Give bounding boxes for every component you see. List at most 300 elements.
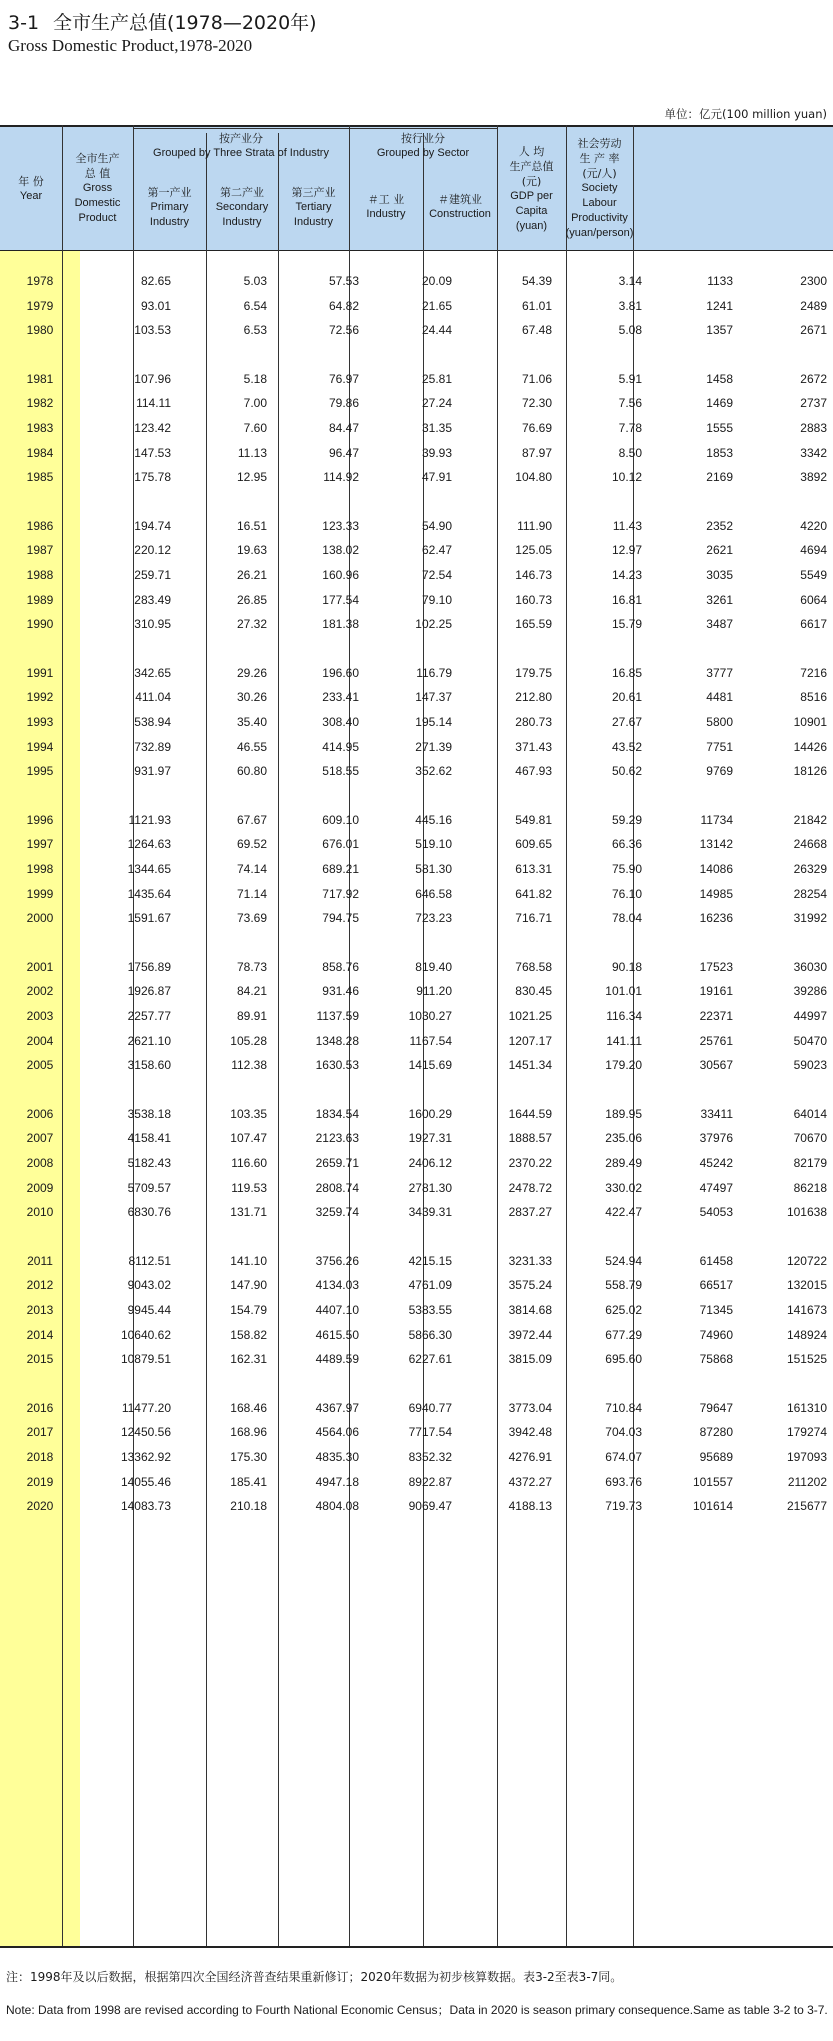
header-industry-line: Industry (366, 208, 406, 220)
value-cell: 4220 (800, 518, 827, 533)
value-cell: 168.46 (230, 1400, 267, 1415)
value-cell: 710.84 (605, 1400, 642, 1415)
value-cell: 141.11 (606, 1033, 642, 1048)
year-cell: 1994 (26, 739, 54, 754)
header-by-sector (349, 127, 497, 164)
value-cell: 102.25 (415, 617, 452, 632)
value-cell: 141.10 (230, 1253, 267, 1268)
value-cell: 37976 (699, 1131, 733, 1146)
value-cell: 3.81 (618, 298, 642, 313)
value-cell: 5.03 (243, 274, 267, 288)
header-construction-line: Construction (429, 208, 491, 220)
year-cell: 1981 (26, 371, 54, 386)
value-cell: 581.30 (415, 862, 452, 876)
value-cell: 185.41 (230, 1474, 267, 1489)
value-cell: 9769 (706, 764, 733, 779)
value-cell: 54.39 (521, 274, 552, 288)
year-cell: 2010 (26, 1205, 54, 1220)
value-cell: 158.82 (230, 1327, 267, 1342)
value-cell: 1927.31 (408, 1131, 452, 1146)
value-cell: 2370.22 (508, 1156, 552, 1170)
value-cell: 26.85 (236, 592, 267, 607)
header-primary-line: Primary (150, 200, 189, 213)
header-productivity-line: Society Labour (581, 182, 618, 209)
value-cell: 538.94 (134, 715, 171, 729)
value-cell: 3158.60 (127, 1058, 171, 1073)
value-cell: 3756.26 (315, 1253, 359, 1268)
value-cell: 646.58 (415, 886, 452, 901)
value-cell: 271.39 (415, 739, 452, 754)
value-cell: 342.65 (134, 665, 171, 680)
value-cell: 8112.51 (128, 1253, 171, 1268)
value-cell: 4615.50 (315, 1327, 359, 1342)
value-cell: 4835.30 (315, 1450, 359, 1464)
value-cell: 4134.03 (315, 1278, 359, 1293)
value-cell: 107.47 (230, 1131, 267, 1146)
year-cell: 2015 (26, 1352, 54, 1367)
value-cell: 716.71 (515, 911, 552, 926)
header-per-capita-line: (yuan) (515, 219, 548, 232)
value-cell: 12.95 (236, 470, 267, 485)
value-cell: 7216 (800, 665, 827, 680)
value-cell: 445.16 (415, 812, 452, 827)
value-cell: 61458 (699, 1253, 733, 1268)
value-cell: 14083.73 (120, 1499, 171, 1514)
value-cell: 154.79 (230, 1303, 267, 1317)
value-cell: 2300 (800, 274, 827, 288)
value-cell: 524.94 (605, 1253, 642, 1268)
value-cell: 79.10 (421, 592, 452, 607)
value-cell: 3.14 (618, 274, 642, 288)
value-cell: 16.51 (236, 518, 267, 533)
value-cell: 147.90 (230, 1278, 267, 1293)
value-cell: 162.31 (230, 1352, 267, 1367)
value-cell: 1591.67 (127, 911, 171, 926)
year-cell: 1988 (26, 568, 54, 582)
value-cell: 104.80 (515, 470, 552, 485)
value-cell: 1207.17 (508, 1033, 552, 1048)
value-cell: 2169 (706, 470, 733, 485)
value-cell: 212.80 (515, 690, 552, 705)
year-cell: 2004 (26, 1033, 54, 1048)
year-cell: 2006 (26, 1106, 54, 1121)
year-cell: 1978 (26, 274, 54, 288)
year-cell: 2005 (26, 1058, 54, 1073)
value-cell: 1121.93 (128, 812, 171, 827)
value-cell: 27.67 (611, 715, 642, 729)
value-cell: 112.38 (231, 1058, 267, 1073)
header-by-industry-line: 按产业分 (219, 131, 263, 145)
value-cell: 7751 (706, 739, 733, 754)
value-cell: 22371 (699, 1009, 733, 1023)
value-cell: 4804.08 (315, 1499, 359, 1514)
header-secondary-line: 第二产业 (220, 185, 264, 199)
value-cell: 5383.55 (408, 1303, 452, 1317)
value-cell: 101557 (692, 1474, 733, 1489)
value-cell: 719.73 (605, 1499, 642, 1514)
value-cell: 4761.09 (408, 1278, 452, 1293)
value-cell: 6940.77 (408, 1400, 452, 1415)
table-row (0, 756, 833, 787)
year-cell: 2019 (26, 1474, 54, 1489)
value-cell: 4276.91 (508, 1450, 552, 1464)
value-cell: 12450.56 (120, 1425, 171, 1440)
value-cell: 289.49 (605, 1156, 642, 1170)
value-cell: 24668 (793, 837, 827, 852)
value-cell: 5549 (800, 568, 827, 582)
header-bottom-rule (0, 250, 833, 251)
value-cell: 6617 (800, 617, 827, 632)
value-cell: 3972.44 (508, 1327, 552, 1342)
bottom-rule (0, 1946, 833, 1948)
value-cell: 62.47 (421, 543, 452, 558)
header-gdp (62, 127, 133, 250)
value-cell: 14.23 (611, 568, 642, 582)
value-cell: 177.54 (322, 592, 359, 607)
value-cell: 181.38 (322, 617, 359, 632)
header-productivity-line: (yuan/person) (565, 227, 634, 239)
value-cell: 3942.48 (508, 1425, 552, 1440)
value-cell: 2478.72 (508, 1180, 552, 1195)
year-cell: 1982 (26, 396, 54, 411)
value-cell: 64014 (793, 1106, 827, 1121)
value-cell: 195.14 (415, 715, 452, 729)
value-cell: 78.04 (611, 911, 642, 926)
value-cell: 27.32 (236, 617, 267, 632)
value-cell: 8516 (800, 690, 827, 705)
value-cell: 96.47 (328, 445, 359, 460)
value-cell: 189.95 (605, 1106, 642, 1121)
value-cell: 103.53 (134, 323, 171, 338)
year-cell: 2017 (26, 1425, 54, 1440)
value-cell: 90.18 (611, 959, 642, 974)
value-cell: 131.71 (230, 1205, 267, 1220)
year-cell: 1999 (26, 886, 54, 901)
value-cell: 4372.27 (508, 1474, 552, 1489)
table-row (0, 1050, 833, 1081)
value-cell: 196.60 (322, 665, 359, 680)
value-cell: 819.40 (415, 959, 452, 974)
value-cell: 1137.59 (316, 1009, 359, 1023)
value-cell: 211202 (787, 1474, 827, 1489)
value-cell: 1630.53 (315, 1058, 359, 1073)
value-cell: 84.21 (236, 984, 267, 999)
value-cell: 57.53 (328, 274, 359, 288)
value-cell: 911.20 (416, 984, 452, 999)
header-gdp-line: Product (78, 212, 117, 224)
value-cell: 14985 (699, 886, 733, 901)
value-cell: 31992 (793, 911, 827, 926)
header-construction (423, 164, 497, 250)
value-cell: 2659.71 (315, 1156, 359, 1170)
header-by-industry (133, 127, 349, 164)
value-cell: 9069.47 (408, 1499, 452, 1514)
header-tertiary (278, 164, 349, 250)
value-cell: 1555 (706, 421, 733, 435)
year-cell: 2013 (26, 1303, 54, 1317)
value-cell: 1357 (706, 323, 733, 338)
value-cell: 119.53 (231, 1180, 267, 1195)
value-cell: 28254 (793, 886, 827, 901)
value-cell: 2837.27 (508, 1205, 552, 1220)
value-cell: 71345 (699, 1303, 733, 1317)
year-cell: 1992 (26, 690, 54, 705)
value-cell: 6227.61 (408, 1352, 452, 1367)
value-cell: 695.60 (605, 1352, 642, 1367)
value-cell: 220.12 (134, 543, 171, 558)
table-row (0, 1197, 833, 1228)
header-industry-line: ＃工 业 (367, 193, 405, 206)
table-title (8, 8, 317, 35)
value-cell: 168.96 (230, 1425, 267, 1440)
year-cell: 2003 (26, 1009, 54, 1023)
value-cell: 179274 (786, 1425, 827, 1440)
value-cell: 7.78 (618, 421, 642, 435)
value-cell: 609.10 (322, 812, 359, 827)
value-cell: 235.06 (605, 1131, 642, 1146)
value-cell: 1241 (706, 298, 733, 313)
header-productivity (566, 127, 633, 250)
value-cell: 931.46 (322, 984, 359, 999)
value-cell: 10.12 (611, 470, 642, 485)
value-cell: 54.90 (421, 518, 452, 533)
value-cell: 858.76 (322, 959, 359, 974)
value-cell: 1021.25 (508, 1009, 552, 1023)
header-by-industry-line: Grouped by Three Strata of Industry (153, 146, 329, 159)
value-cell: 717.92 (322, 886, 359, 901)
value-cell: 2352 (706, 518, 733, 533)
value-cell: 16236 (699, 911, 733, 926)
value-cell: 71.14 (236, 886, 267, 901)
value-cell: 352.62 (415, 764, 452, 779)
value-cell: 125.05 (515, 543, 552, 558)
value-cell: 1600.29 (408, 1106, 452, 1121)
year-cell: 1987 (26, 543, 54, 558)
value-cell: 233.41 (322, 690, 359, 705)
value-cell: 4407.10 (315, 1303, 359, 1317)
table-row (0, 462, 833, 493)
value-cell: 165.59 (515, 617, 552, 632)
table-row (0, 1491, 833, 1522)
value-cell: 6.53 (243, 323, 267, 338)
value-cell: 3439.31 (408, 1205, 452, 1220)
value-cell: 210.18 (230, 1499, 267, 1514)
value-cell: 21842 (793, 812, 827, 827)
value-cell: 2621.10 (127, 1033, 171, 1048)
value-cell: 138.02 (322, 543, 359, 558)
value-cell: 101.01 (605, 984, 642, 999)
value-cell: 830.45 (515, 984, 552, 999)
note-english: Note: Data from 1998 are revised according to Fourth National Economic Census；Data in 2020 is season primary consequence.Same as table 3-2 to 3-7. (6, 2003, 828, 2017)
value-cell: 39.93 (421, 445, 452, 460)
header-secondary (206, 164, 278, 250)
value-cell: 161310 (786, 1400, 827, 1415)
header-tertiary-line: 第三产业 (291, 185, 336, 199)
header-productivity-line: Productivity (571, 212, 628, 224)
value-cell: 931.97 (134, 764, 171, 779)
value-cell: 4947.18 (315, 1474, 359, 1489)
value-cell: 132015 (786, 1278, 827, 1293)
value-cell: 116.60 (231, 1156, 267, 1170)
value-cell: 2123.63 (315, 1131, 359, 1146)
value-cell: 11734 (700, 812, 733, 827)
value-cell: 43.52 (611, 739, 642, 754)
value-cell: 30567 (699, 1058, 733, 1073)
value-cell: 1451.34 (508, 1058, 552, 1073)
header-per-capita-line: 人 均 (518, 144, 545, 158)
value-cell: 10879.51 (120, 1352, 171, 1367)
value-cell: 101638 (786, 1205, 827, 1220)
value-cell: 5.91 (618, 371, 642, 386)
value-cell: 371.43 (515, 739, 552, 754)
value-cell: 676.01 (322, 837, 359, 852)
year-cell: 1995 (26, 764, 54, 779)
header-year-line: Year (19, 189, 43, 202)
value-cell: 3538.18 (127, 1106, 171, 1121)
value-cell: 6064 (800, 592, 827, 607)
value-cell: 123.33 (322, 518, 359, 533)
header-secondary-line: Secondary (215, 200, 269, 213)
header-gdp-line: Domestic (74, 197, 121, 209)
table-number: 3-1 (8, 12, 40, 34)
year-cell: 2002 (26, 984, 54, 999)
value-cell: 3575.24 (508, 1278, 552, 1293)
value-cell: 1348.28 (315, 1033, 359, 1048)
year-cell: 1980 (26, 323, 54, 338)
year-cell: 2011 (27, 1253, 53, 1268)
value-cell: 3814.68 (508, 1303, 552, 1317)
value-cell: 50.62 (611, 764, 642, 779)
value-cell: 67.48 (521, 323, 552, 338)
value-cell: 25761 (699, 1033, 733, 1048)
value-cell: 704.03 (605, 1425, 642, 1440)
header-gdp-line: Gross (82, 182, 113, 194)
value-cell: 1834.54 (315, 1106, 359, 1121)
value-cell: 123.42 (134, 421, 171, 435)
year-cell: 2014 (26, 1327, 54, 1342)
value-cell: 60.80 (236, 764, 267, 779)
value-cell: 78.73 (236, 959, 267, 974)
value-cell: 414.95 (322, 739, 359, 754)
value-cell: 3231.33 (508, 1253, 552, 1268)
value-cell: 15.79 (611, 617, 642, 632)
year-cell: 2009 (26, 1180, 54, 1195)
value-cell: 26329 (793, 862, 827, 876)
value-cell: 74.14 (236, 862, 267, 876)
value-cell: 13142 (699, 837, 733, 852)
value-cell: 6830.76 (127, 1205, 171, 1220)
value-cell: 29.26 (236, 665, 267, 680)
value-cell: 613.31 (515, 862, 552, 876)
value-cell: 141673 (786, 1303, 827, 1317)
value-cell: 4694 (800, 543, 827, 558)
value-cell: 116.34 (606, 1009, 642, 1023)
value-cell: 160.96 (322, 568, 359, 582)
value-cell: 19161 (699, 984, 733, 999)
header-per-capita-line: (元) (521, 174, 542, 188)
value-cell: 79647 (699, 1400, 733, 1415)
value-cell: 1030.27 (408, 1009, 452, 1023)
value-cell: 20.61 (611, 690, 642, 705)
value-cell: 4367.97 (315, 1400, 359, 1415)
value-cell: 179.20 (605, 1058, 642, 1073)
value-cell: 1644.59 (508, 1106, 552, 1121)
value-cell: 1133 (707, 274, 733, 288)
value-cell: 114.11 (136, 396, 171, 411)
value-cell: 66517 (699, 1278, 733, 1293)
value-cell: 5800 (706, 715, 733, 729)
year-cell: 1986 (26, 518, 54, 533)
header-per-capita (497, 127, 566, 250)
header-per-capita-line: GDP per (510, 189, 553, 202)
value-cell: 26.21 (236, 568, 267, 582)
year-cell: 2016 (26, 1400, 54, 1415)
value-cell: 1756.89 (127, 959, 171, 974)
header-year (0, 127, 62, 250)
year-cell: 2020 (26, 1499, 54, 1514)
value-cell: 67.67 (236, 812, 267, 827)
value-cell: 70670 (793, 1131, 827, 1146)
value-cell: 5.08 (618, 323, 642, 338)
value-cell: 16.81 (611, 592, 642, 607)
value-cell: 7717.54 (408, 1425, 452, 1440)
value-cell: 4564.06 (315, 1425, 359, 1440)
year-cell: 1983 (26, 421, 54, 435)
value-cell: 4188.13 (508, 1499, 552, 1514)
year-cell: 1985 (26, 470, 54, 485)
value-cell: 114.92 (323, 470, 359, 485)
value-cell: 147.53 (134, 445, 171, 460)
year-cell: 1989 (26, 592, 54, 607)
value-cell: 66.36 (611, 837, 642, 852)
value-cell: 1853 (706, 445, 733, 460)
value-cell: 86218 (793, 1180, 827, 1195)
value-cell: 105.28 (230, 1033, 267, 1048)
year-cell: 1998 (26, 862, 54, 876)
value-cell: 641.82 (515, 886, 552, 901)
value-cell: 47497 (699, 1180, 733, 1195)
value-cell: 7.60 (243, 421, 267, 435)
value-cell: 93.01 (140, 298, 171, 313)
value-cell: 11.13 (237, 445, 267, 460)
value-cell: 7.00 (243, 396, 267, 411)
value-cell: 27.24 (421, 396, 452, 411)
value-cell: 9043.02 (127, 1278, 171, 1293)
year-cell: 1991 (26, 665, 54, 680)
table-subtitle: Gross Domestic Product,1978-2020 (8, 36, 253, 55)
value-cell: 549.81 (515, 812, 552, 827)
value-cell: 46.55 (236, 739, 267, 754)
value-cell: 116.79 (416, 665, 452, 680)
value-cell: 36030 (793, 959, 827, 974)
year-cell: 1990 (26, 617, 54, 632)
value-cell: 3342 (800, 445, 827, 460)
value-cell: 146.73 (515, 568, 552, 582)
value-cell: 2883 (800, 421, 827, 435)
value-cell: 160.73 (515, 592, 552, 607)
header-industry (349, 164, 423, 250)
value-cell: 148924 (786, 1327, 827, 1342)
value-cell: 215677 (786, 1499, 827, 1514)
value-cell: 20.09 (421, 274, 452, 288)
header-primary (133, 164, 206, 250)
value-cell: 14055.46 (120, 1474, 171, 1489)
value-cell: 194.74 (134, 518, 171, 533)
value-cell: 4158.41 (127, 1131, 171, 1146)
value-cell: 3259.74 (315, 1205, 359, 1220)
value-cell: 8352.32 (408, 1450, 452, 1464)
value-cell: 4481 (706, 690, 733, 705)
